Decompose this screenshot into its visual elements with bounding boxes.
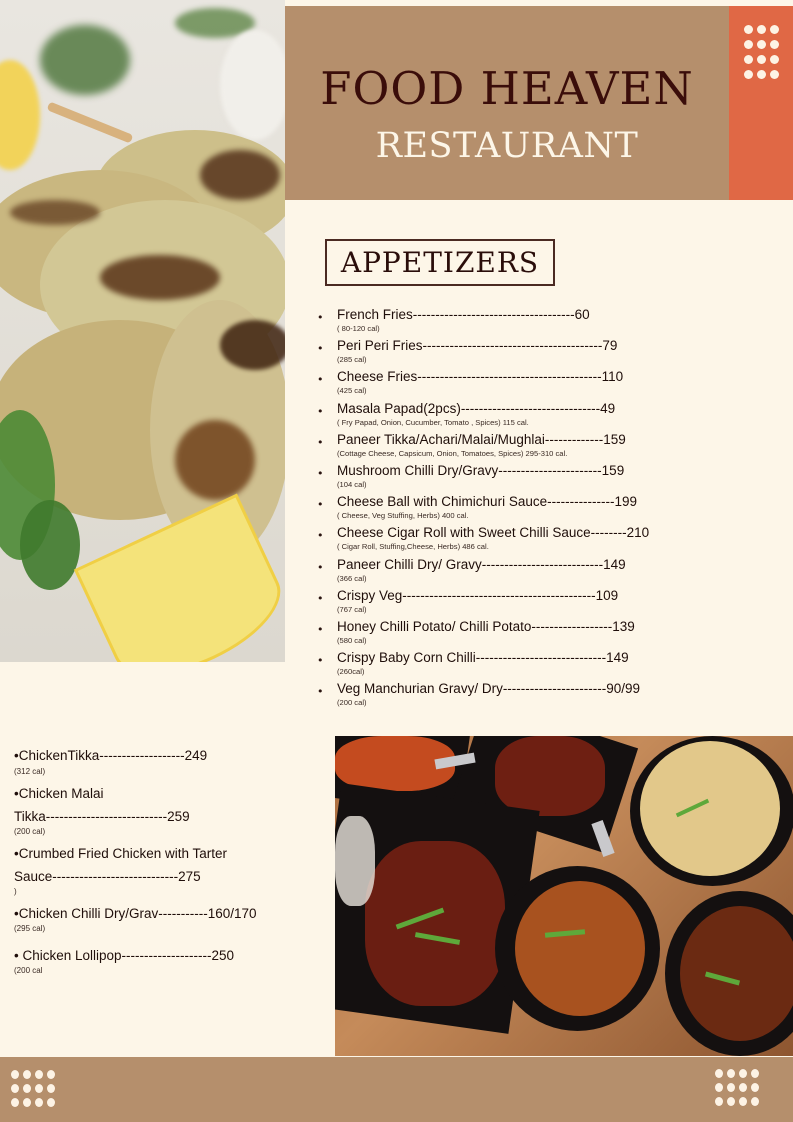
dot-pattern-icon — [11, 1070, 55, 1107]
item-description: (200 cal — [14, 966, 43, 975]
footer-band — [0, 1057, 793, 1122]
item-description: (767 cal) — [337, 604, 367, 614]
item-name-price: Veg Manchurian Gravy/ Dry-----------------------90/99 — [337, 681, 640, 697]
appetizers-list — [315, 307, 675, 712]
item-description: ( Fry Papad, Onion, Cucumber, Tomato , Spices) 115 cal. — [337, 417, 529, 427]
dot-pattern-icon — [744, 25, 779, 79]
indo-chinese-dishes-photo — [335, 736, 793, 1056]
bullet-icon: • — [317, 498, 324, 512]
item-name: •Crumbed Fried Chicken with Tarter — [14, 846, 228, 861]
item-description: (366 cal) — [337, 573, 367, 583]
restaurant-name: FOOD HEAVEN — [320, 62, 694, 115]
menu-item — [315, 432, 675, 463]
section-title-appetizers: APPETIZERS — [325, 239, 555, 286]
item-description: (312 cal) — [14, 767, 46, 776]
item-name-price: French Fries------------------------------------60 — [337, 307, 590, 322]
item-name-price: • Chicken Lollipop--------------------250 — [14, 948, 234, 963]
bullet-icon: • — [317, 654, 324, 668]
accent-bar — [729, 6, 793, 200]
bullet-icon: • — [317, 373, 324, 387]
item-name-price: •ChickenTikka-------------------249 — [14, 748, 208, 763]
item-description: ( Cigar Roll, Stuffing,Cheese, Herbs) 486 cal. — [337, 542, 489, 552]
bullet-icon: • — [317, 342, 324, 356]
item-name-price: Tikka---------------------------259 — [14, 809, 190, 824]
menu-item — [315, 681, 675, 712]
menu-item — [315, 525, 675, 556]
menu-item — [315, 401, 675, 432]
item-name-price: Cheese Fries-----------------------------------------110 — [337, 369, 624, 385]
bullet-icon: • — [317, 591, 324, 605]
restaurant-header — [285, 6, 729, 200]
item-name-price: Crispy Baby Corn Chilli-----------------------------149 — [337, 650, 629, 666]
menu-item — [315, 463, 675, 494]
menu-item — [315, 494, 675, 525]
menu-item — [315, 307, 675, 338]
item-name-price: Mushroom Chilli Dry/Gravy-----------------------159 — [337, 462, 625, 478]
chicken-tikka-photo — [0, 0, 285, 662]
menu-item — [315, 369, 675, 400]
menu-item — [315, 650, 675, 681]
item-name-price: Cheese Cigar Roll with Sweet Chilli Sauce--------210 — [337, 525, 650, 541]
item-name-price: Peri Peri Fries----------------------------------------79 — [337, 338, 618, 354]
item-description: ( Cheese, Veg Stuffing, Herbs) 400 cal. — [337, 511, 469, 521]
menu-item — [315, 619, 675, 650]
item-name-price: Sauce----------------------------275 — [14, 869, 201, 884]
item-description: (200 cal) — [337, 698, 367, 708]
bullet-icon: • — [317, 311, 324, 324]
item-description: (580 cal) — [337, 635, 367, 645]
item-description: (295 cal) — [14, 924, 46, 933]
item-description: (285 cal) — [337, 355, 367, 365]
item-description: (200 cal) — [14, 827, 46, 836]
bullet-icon: • — [317, 466, 324, 480]
item-description: ( 80-120 cal) — [337, 324, 380, 333]
item-description: (Cottage Cheese, Capsicum, Onion, Tomatoes, Spices) 295-310 cal. — [337, 448, 568, 458]
item-name-price: Masala Papad(2pcs)-------------------------------49 — [337, 400, 616, 416]
menu-item — [315, 588, 675, 619]
bullet-icon: • — [317, 404, 324, 418]
item-name-price: Paneer Tikka/Achari/Malai/Mughlai-------------159 — [337, 431, 626, 447]
item-name: •Chicken Malai — [14, 786, 104, 801]
item-name-price: Crispy Veg-------------------------------------------109 — [337, 587, 619, 603]
dot-pattern-icon — [715, 1069, 759, 1106]
item-name-price: Paneer Chilli Dry/ Gravy---------------------------149 — [337, 556, 626, 572]
item-description: (425 cal) — [337, 386, 367, 396]
menu-item — [315, 557, 675, 588]
bullet-icon: • — [317, 622, 324, 636]
menu-item — [315, 338, 675, 369]
item-name-price: Honey Chilli Potato/ Chilli Potato------------------139 — [337, 618, 635, 634]
item-name-price: •Chicken Chilli Dry/Grav-----------160/170 — [14, 906, 257, 921]
bullet-icon: • — [317, 435, 324, 449]
item-description: ) — [14, 887, 17, 896]
bullet-icon: • — [317, 685, 324, 699]
item-name-price: Cheese Ball with Chimichuri Sauce---------------199 — [337, 494, 638, 510]
bullet-icon: • — [317, 529, 324, 543]
bullet-icon: • — [317, 560, 324, 574]
restaurant-subtitle: RESTAURANT — [375, 126, 639, 166]
item-description: (104 cal) — [337, 479, 367, 489]
item-description: (260cal) — [337, 667, 365, 677]
